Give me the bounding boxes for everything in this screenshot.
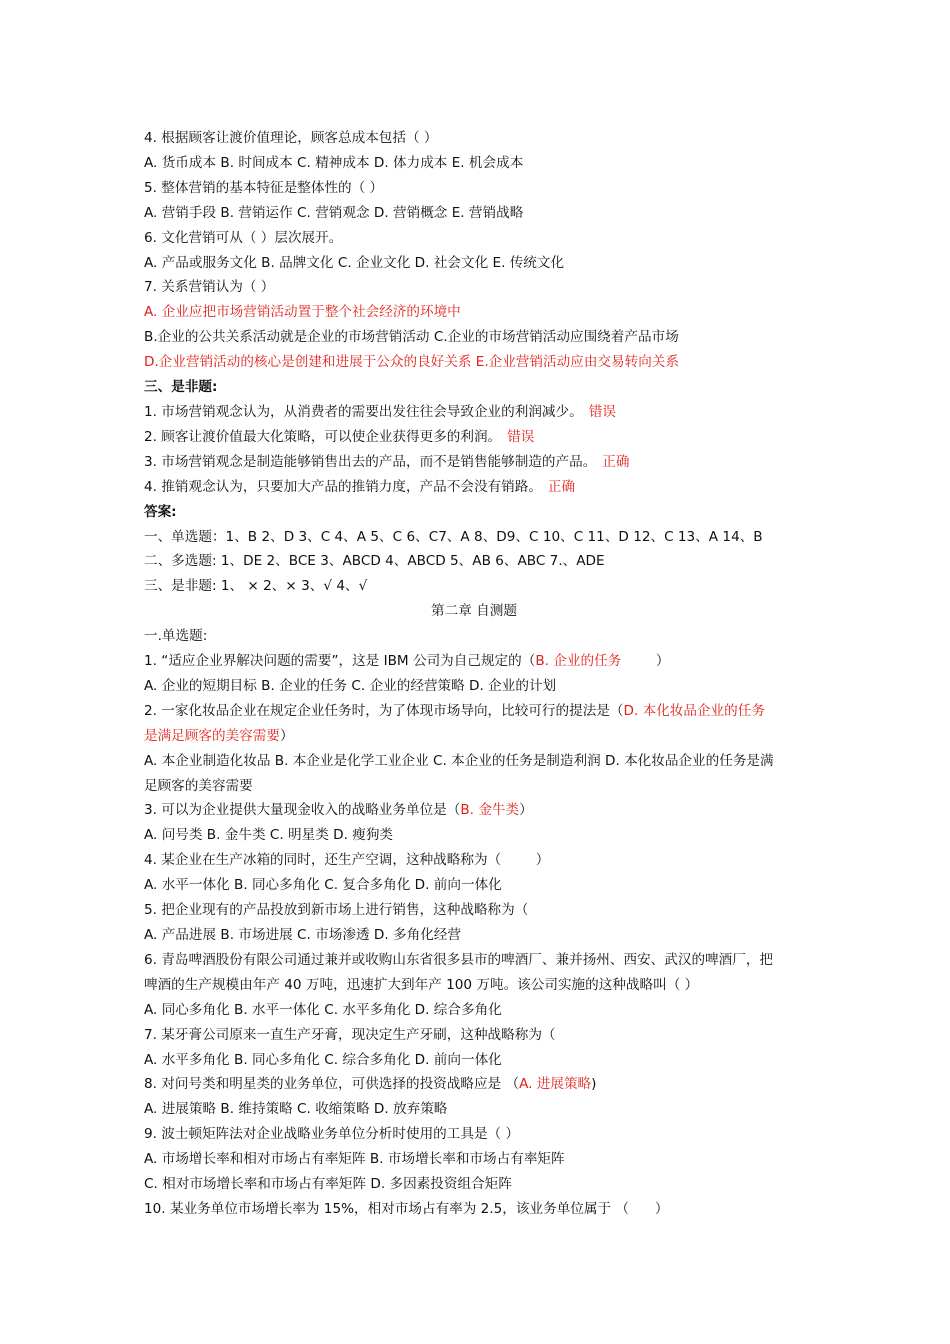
ch2-question-8-end: ) (591, 1076, 597, 1093)
ch2-question-2-answer-a: D. 本化妆品企业的任务 (623, 702, 765, 719)
ch2-question-3-answer: B. 金牛类 (460, 802, 520, 819)
true-false-4-answer: 正确 (547, 478, 576, 495)
true-false-2-answer: 错误 (507, 428, 535, 445)
ch2-question-1-answer: B. 企业的任务 (535, 653, 622, 670)
ch2-question-7: 7. 某牙膏公司原来一直生产牙膏，现决定生产牙刷，这种战略称为（ (144, 1026, 556, 1043)
ch2-question-2-end: ） (279, 727, 294, 744)
ch2-question-1 (144, 649, 824, 674)
ch2-question-5-options: A. 产品进展 B. 市场进展 C. 市场渗透 D. 多角化经营 (144, 927, 461, 943)
ch2-question-6-options: A. 同心多角化 B. 水平一体化 C. 水平多角化 D. 综合多角化 (144, 1001, 502, 1018)
true-false-2-text: 2. 顾客让渡价值最大化策略，可以使企业获得更多的利润。 (144, 428, 502, 445)
ch2-question-4: 4. 某企业在生产冰箱的同时，还生产空调，这种战略称为（ ） (144, 852, 550, 869)
ch2-question-3-end: ） (519, 802, 533, 819)
question-5-options: A. 营销手段 B. 营销运作 C. 营销观念 D. 营销概念 E. 营销战略 (144, 204, 524, 221)
question-7: 7. 关系营销认为（ ） (144, 279, 275, 296)
single-choice-heading: 一.单选题: (144, 628, 208, 645)
ch2-question-9-options-b: C. 相对市场增长率和市场占有率矩阵 D. 多因素投资组合矩阵 (144, 1176, 512, 1193)
ch2-question-9-options-a: A. 市场增长率和相对市场占有率矩阵 B. 市场增长率和市场占有率矩阵 (144, 1151, 565, 1168)
true-false-3-answer: 正确 (602, 453, 630, 470)
answers-multiple-choice: 二、多选题: 1、DE 2、BCE 3、ABCD 4、ABCD 5、AB 6、ABC 7.、ADE (144, 553, 605, 570)
ch2-question-3-text: 3. 可以为企业提供大量现金收入的战略业务单位是（ (144, 802, 461, 819)
answers-single-choice: 一、单选题：1、B 2、D 3、C 4、A 5、C 6、C7、A 8、D9、C 10、C 11、D 12、C 13、A 14、B (144, 528, 763, 545)
true-false-2 (144, 425, 824, 450)
ch2-question-2-answer-b: 是满足顾客的美容需要 (144, 727, 280, 744)
answers-true-false: 三、是非题: 1、 × 2、× 3、√ 4、√ (144, 578, 368, 595)
true-false-3 (144, 450, 824, 475)
answers-heading: 答案: (144, 503, 177, 520)
ch2-question-7-options: A. 水平多角化 B. 同心多角化 C. 综合多角化 D. 前向一体化 (144, 1051, 502, 1068)
ch2-question-8-answer: A. 进展策略 (519, 1076, 592, 1093)
ch2-question-10: 10. 某业务单位市场增长率为 15%，相对市场占有率为 2.5，该业务单位属于 （ ） (144, 1200, 669, 1217)
true-false-heading: 三、是非题: (144, 379, 218, 396)
question-6-options: A. 产品或服务文化 B. 品牌文化 C. 企业文化 D. 社会文化 E. 传统文化 (144, 254, 565, 271)
ch2-question-1-end: ） (621, 653, 670, 670)
ch2-question-2-cont (144, 724, 824, 749)
question-7-options-de: D.企业营销活动的核心是创建和进展于公众的良好关系 E.企业营销活动应由交易转向关系 (144, 354, 679, 371)
ch2-question-1-options: A. 企业的短期目标 B. 企业的任务 C. 企业的经营策略 D. 企业的计划 (144, 677, 557, 694)
question-5: 5. 整体营销的基本特征是整体性的（ ） (144, 179, 384, 196)
ch2-question-8-text: 8. 对问号类和明星类的业务单位，可供选择的投资战略应是 （ (144, 1076, 520, 1093)
question-7-option-a: A. 企业应把市场营销活动置于整个社会经济的环境中 (144, 304, 461, 321)
true-false-1 (144, 400, 824, 425)
chapter-2-title: 第二章 自测题 (431, 603, 517, 620)
true-false-1-text: 1. 市场营销观念认为，从消费者的需要出发往往会导致企业的利润减少。 (144, 403, 583, 420)
ch2-question-8-options: A. 进展策略 B. 维持策略 C. 收缩策略 D. 放弃策略 (144, 1101, 448, 1118)
ch2-question-8 (144, 1072, 824, 1097)
document-page (144, 126, 824, 1222)
true-false-4 (144, 475, 824, 500)
true-false-4-text: 4. 推销观念认为，只要加大产品的推销力度，产品不会没有销路。 (144, 478, 542, 495)
ch2-question-5: 5. 把企业现有的产品投放到新市场上进行销售，这种战略称为（ (144, 902, 529, 919)
true-false-3-text: 3. 市场营销观念是制造能够销售出去的产品，而不是销售能够制造的产品。 (144, 453, 597, 470)
ch2-question-2-options-a: A. 本企业制造化妆品 B. 本企业是化学工业企业 C. 本企业的任务是制造利润 D. 本化妆品企业的任务是满 (144, 752, 774, 769)
ch2-question-6-line-2: 啤酒的生产规模由年产 40 万吨，迅速扩大到年产 100 万吨。该公司实施的这种战略叫（ ） (144, 976, 699, 993)
ch2-question-2 (144, 699, 824, 724)
ch2-question-9: 9. 波士顿矩阵法对企业战略业务单位分析时使用的工具是（ ） (144, 1126, 520, 1143)
ch2-question-3-options: A. 问号类 B. 金牛类 C. 明星类 D. 瘦狗类 (144, 827, 394, 844)
ch2-question-1-text: 1. “适应企业界解决问题的需要”，这是 IBM 公司为自己规定的（ (144, 653, 536, 670)
question-4-options: A. 货币成本 B. 时间成本 C. 精神成本 D. 体力成本 E. 机会成本 (144, 154, 524, 171)
ch2-question-4-options: A. 水平一体化 B. 同心多角化 C. 复合多角化 D. 前向一体化 (144, 877, 502, 894)
question-4: 4. 根据顾客让渡价值理论，顾客总成本包括（ ） (144, 130, 438, 146)
ch2-question-2-options-b: 足顾客的美容需要 (144, 777, 253, 794)
question-7-options-bc: B.企业的公共关系活动就是企业的市场营销活动 C.企业的市场营销活动应围绕着产品市场 (144, 329, 679, 346)
ch2-question-3 (144, 798, 824, 823)
true-false-1-answer: 错误 (588, 403, 616, 420)
ch2-question-2-text: 2. 一家化妆品企业在规定企业任务时，为了体现市场导向，比较可行的提法是（ (144, 702, 624, 719)
ch2-question-6-line-1: 6. 青岛啤酒股份有限公司通过兼并或收购山东省很多县市的啤酒厂、兼并扬州、西安、武汉的啤酒厂，把 (144, 951, 774, 968)
question-6: 6. 文化营销可从（ ）层次展开。 (144, 229, 343, 246)
